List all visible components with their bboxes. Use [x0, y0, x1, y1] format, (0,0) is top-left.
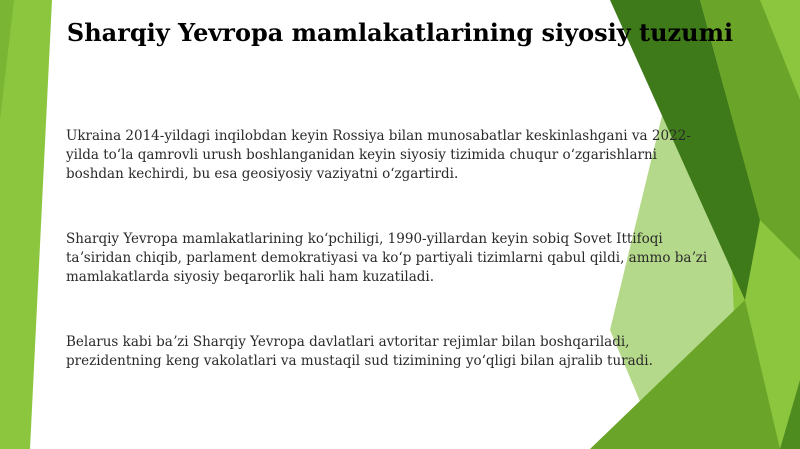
paragraph-line: Sharqiy Yevropa mamlakatlarining koʻpchiligi, 1990-yillardan keyin sobiq Sovet Ittifoqi: [66, 231, 663, 247]
paragraph-line: boshdan kechirdi, bu esa geosiyosiy vaziyatni oʻzgartirdi.: [66, 166, 459, 182]
paragraph-line: mamlakatlarda siyosiy beqarorlik hali ham kuzatiladi.: [66, 269, 435, 285]
paragraph-line: taʼsiridan chiqib, parlament demokratiyasi va koʻp partiyali tizimlarni qabul qildi, ammo baʼzi: [66, 250, 708, 266]
slide-title: Sharqiy Yevropa mamlakatlarining siyosiy tuzumi: [66, 18, 734, 47]
paragraph-line: Belarus kabi baʼzi Sharqiy Yevropa davlatlari avtoritar rejimlar bilan boshqariladi,: [66, 334, 630, 350]
paragraph-ukraine: [66, 127, 746, 184]
left-green-band: [0, 0, 52, 449]
paragraph-belarus: [66, 333, 746, 371]
paragraph-line: prezidentning keng vakolatlari va mustaqil sud tizimining yoʻqligi bilan ajralib turadi.: [66, 353, 653, 369]
paragraph-line: yilda toʻla qamrovli urush boshlanganidan keyin siyosiy tizimida chuqur oʻzgarishlarni: [66, 147, 657, 163]
paragraph-eastern-europe: [66, 230, 746, 287]
paragraph-line: Ukraina 2014-yildagi inqilobdan keyin Rossiya bilan munosabatlar keskinlashgani va 2022-: [66, 128, 691, 144]
